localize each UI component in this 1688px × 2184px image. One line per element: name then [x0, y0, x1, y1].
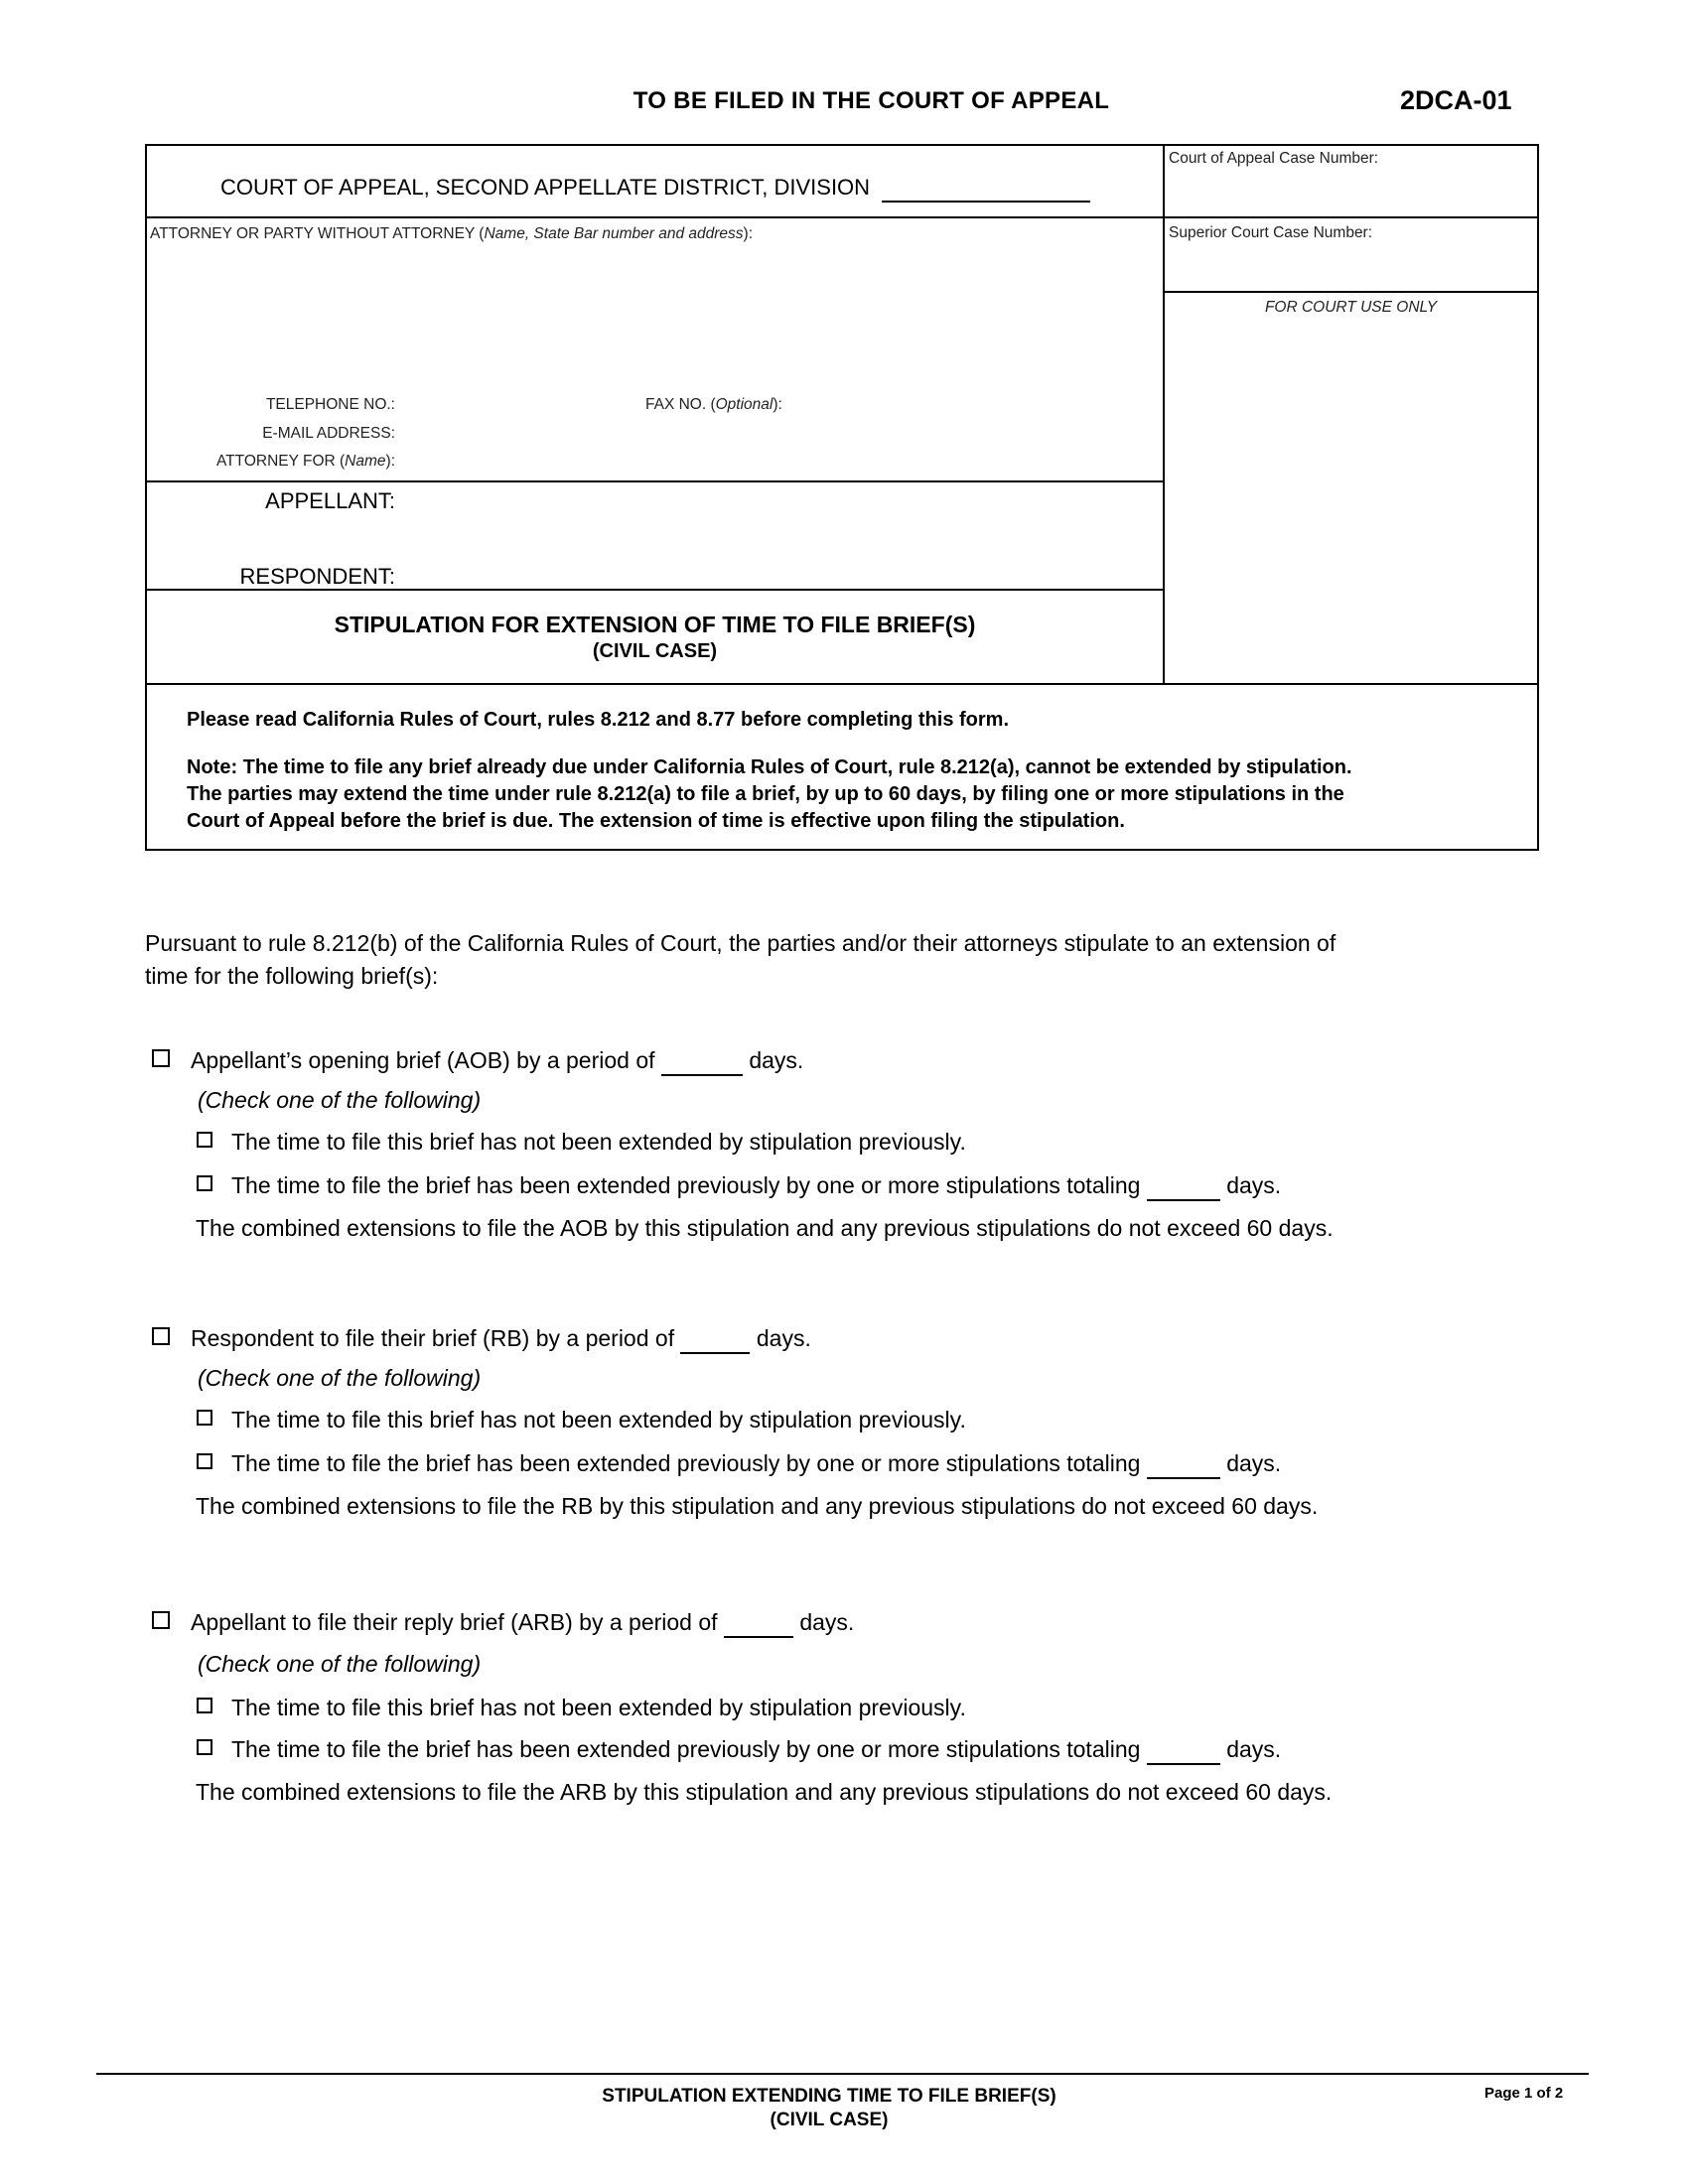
- caption-rule-1: [145, 216, 1539, 218]
- arb-extended-line: [231, 1736, 1281, 1765]
- respondent-label: RESPONDENT:: [239, 564, 395, 589]
- fax-label: FAX NO. (Optional):: [645, 396, 782, 413]
- email-label: E-MAIL ADDRESS:: [262, 425, 395, 442]
- rb-combined-statement: The combined extensions to file the RB by this stipulation and any previous stipulations do not exceed 60 days.: [196, 1493, 1319, 1519]
- appellant-field[interactable]: [402, 488, 1097, 516]
- arb-not-extended-checkbox[interactable]: [197, 1698, 212, 1718]
- aob-not-extended-label: The time to file this brief has not been extended by stipulation previously.: [231, 1129, 966, 1155]
- arb-check-one: (Check one of the following): [198, 1651, 482, 1677]
- arb-days-field[interactable]: [724, 1609, 793, 1638]
- arb-combined-statement: The combined extensions to file the ARB by this stipulation and any previous stipulations do not exceed 60 days.: [196, 1779, 1333, 1805]
- notice-note-line: The parties may extend the time under rule 8.212(a) to file a brief, by up to 60 days, by filing one or more stipulations in the: [187, 783, 1344, 805]
- court-division-label: COURT OF APPEAL, SECOND APPELLATE DISTRICT, DIVISION: [220, 175, 871, 200]
- rb-not-extended-checkbox[interactable]: [197, 1410, 212, 1431]
- rb-extended-suffix: days.: [1226, 1450, 1282, 1476]
- superior-case-number-label: Superior Court Case Number:: [1169, 224, 1373, 241]
- notice-note: [187, 754, 1527, 835]
- arb-checkbox[interactable]: [152, 1611, 170, 1634]
- rb-extended-checkbox[interactable]: [197, 1453, 212, 1474]
- aob-extended-line: [231, 1172, 1281, 1201]
- email-field[interactable]: [402, 422, 1097, 444]
- notice-note-line: Note: The time to file any brief already due under California Rules of Court, rule 8.212(a), cannot be extended by stipulation.: [187, 756, 1352, 778]
- respondent-field[interactable]: [402, 561, 1097, 587]
- caption-rule-2: [145, 480, 1165, 482]
- form-id: 2DCA-01: [1400, 85, 1512, 115]
- appeal-case-number-field[interactable]: [1167, 174, 1536, 213]
- aob-combined-statement: The combined extensions to file the AOB by this stipulation and any previous stipulations do not exceed 60 days.: [196, 1215, 1334, 1241]
- arb-extended-checkbox[interactable]: [197, 1739, 212, 1760]
- superior-case-number-field[interactable]: [1167, 248, 1536, 288]
- caption-divider-vertical: [1163, 144, 1165, 685]
- footer-rule: [96, 2073, 1589, 2075]
- attorney-label: ATTORNEY OR PARTY WITHOUT ATTORNEY (Name, State Bar number and address):: [150, 225, 753, 242]
- aob-extended-suffix: days.: [1226, 1172, 1282, 1198]
- aob-line: [191, 1047, 803, 1076]
- aob-days-suffix: days.: [749, 1047, 804, 1073]
- court-division-line: [220, 175, 1090, 203]
- rb-line: [191, 1325, 811, 1354]
- document-title: STIPULATION FOR EXTENSION OF TIME TO FILE BRIEF(S): [334, 612, 976, 637]
- intro-line: time for the following brief(s):: [145, 963, 439, 989]
- aob-extended-checkbox[interactable]: [197, 1175, 212, 1196]
- aob-days-field[interactable]: [661, 1047, 743, 1076]
- appeal-case-number-label: Court of Appeal Case Number:: [1169, 150, 1379, 167]
- aob-check-one: (Check one of the following): [198, 1087, 482, 1113]
- arb-line: [191, 1609, 854, 1638]
- footer-subtitle: (CIVIL CASE): [770, 2110, 889, 2130]
- telephone-field[interactable]: [402, 393, 631, 415]
- footer-title-block: [0, 2085, 1658, 2132]
- rb-checkbox[interactable]: [152, 1327, 170, 1350]
- rb-days-suffix: days.: [756, 1325, 811, 1351]
- arb-extended-days-field[interactable]: [1147, 1736, 1220, 1765]
- caption-rule-right: [1163, 291, 1539, 293]
- rb-label: Respondent to file their brief (RB) by a period of: [191, 1325, 675, 1351]
- attorney-for-label: ATTORNEY FOR (Name):: [215, 453, 395, 470]
- arb-days-suffix: days.: [799, 1609, 855, 1635]
- intro-paragraph: [145, 927, 1535, 993]
- page-number: Page 1 of 2: [1484, 2085, 1564, 2102]
- arb-extended-label: The time to file the brief has been extended previously by one or more stipulations totaling: [231, 1736, 1141, 1762]
- attorney-for-field[interactable]: [402, 450, 1097, 472]
- rb-check-one: (Check one of the following): [198, 1365, 482, 1391]
- notice-note-line: Court of Appeal before the brief is due. The extension of time is effective upon filing the stipulation.: [187, 810, 1125, 832]
- aob-label: Appellant’s opening brief (AOB) by a period of: [191, 1047, 655, 1073]
- arb-not-extended-label: The time to file this brief has not been extended by stipulation previously.: [231, 1695, 966, 1720]
- appellant-label: APPELLANT:: [265, 488, 395, 513]
- rb-not-extended-label: The time to file this brief has not been extended by stipulation previously.: [231, 1407, 966, 1433]
- caption-rule-4: [145, 683, 1539, 685]
- telephone-label: TELEPHONE NO.:: [265, 396, 395, 413]
- intro-line: Pursuant to rule 8.212(b) of the California Rules of Court, the parties and/or their attorneys stipulate to an extension of: [145, 930, 1336, 956]
- rb-extended-line: [231, 1450, 1281, 1479]
- form-header-title: TO BE FILED IN THE COURT OF APPEAL: [633, 87, 1110, 114]
- arb-label: Appellant to file their reply brief (ARB) by a period of: [191, 1609, 718, 1635]
- court-use-only-label: FOR COURT USE ONLY: [1264, 299, 1438, 316]
- aob-not-extended-checkbox[interactable]: [197, 1132, 212, 1153]
- rb-extended-label: The time to file the brief has been extended previously by one or more stipulations totaling: [231, 1450, 1141, 1476]
- fax-field[interactable]: [799, 393, 1097, 415]
- rb-days-field[interactable]: [680, 1325, 750, 1354]
- aob-checkbox[interactable]: [152, 1049, 170, 1072]
- footer-title: STIPULATION EXTENDING TIME TO FILE BRIEF(S): [602, 2086, 1056, 2107]
- arb-extended-suffix: days.: [1226, 1736, 1282, 1762]
- aob-extended-label: The time to file the brief has been extended previously by one or more stipulations totaling: [231, 1172, 1141, 1198]
- notice-read-rules: Please read California Rules of Court, rules 8.212 and 8.77 before completing this form.: [187, 709, 1010, 731]
- division-field[interactable]: [882, 175, 1090, 203]
- rb-extended-days-field[interactable]: [1147, 1450, 1220, 1479]
- attorney-address-field[interactable]: [150, 250, 1155, 389]
- document-subtitle: (CIVIL CASE): [592, 640, 718, 662]
- aob-extended-days-field[interactable]: [1147, 1172, 1220, 1201]
